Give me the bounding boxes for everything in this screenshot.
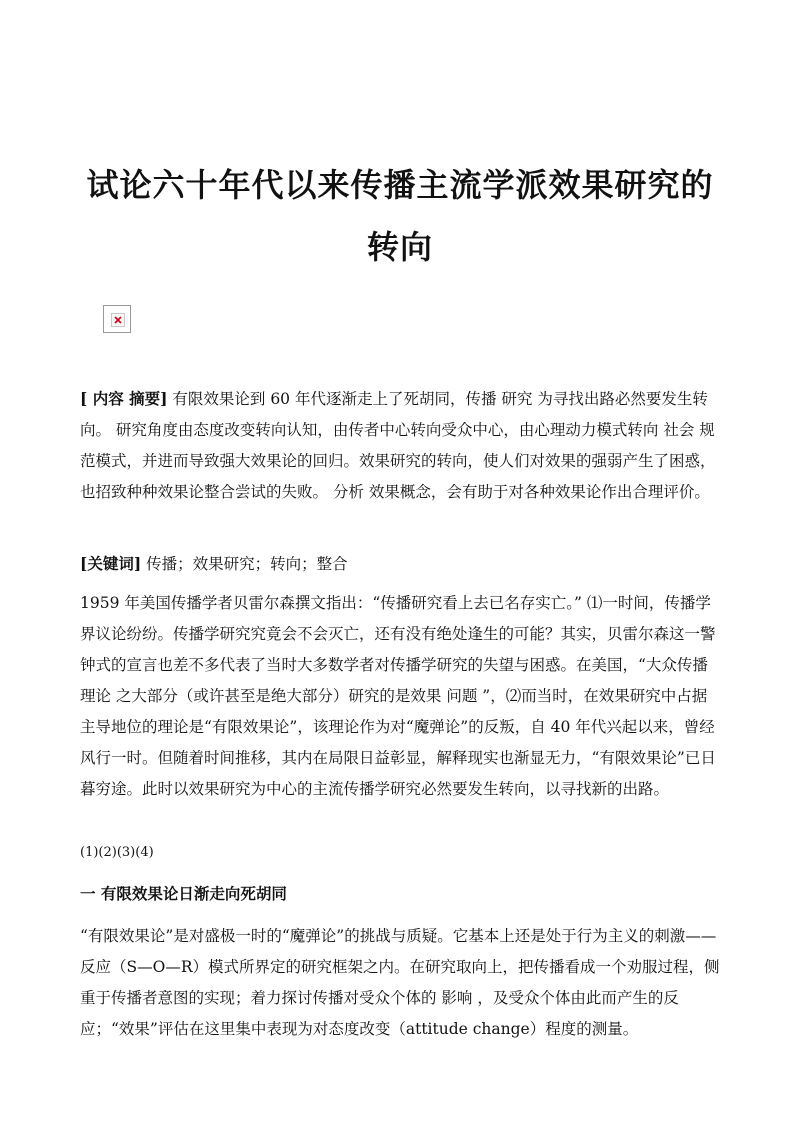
broken-image-icon	[103, 305, 131, 333]
footnote-references: (1)(2)(3)(4)	[80, 845, 154, 860]
keywords-text: 传播；效果研究；转向；整合	[141, 555, 348, 573]
abstract-paragraph	[80, 383, 720, 508]
keywords-paragraph	[80, 548, 720, 580]
body-paragraph-1: 1959 年美国传播学者贝雷尔森撰文指出：“传播研究看上去已名存实亡。” ⑴一时间，传播学界议论纷纷。传播学研究究竟会不会灭亡，还有没有绝处逢生的可能？其实，贝雷尔森这一警钟式的宣言也差不多代表了当时大多数学者对传播学研究的失望与困惑。在美国，“大众传播 理论 之大部分（或许甚至是绝大部分）研究的是效果 问题 ”，⑵而当时，在效果研究中占据主导地位的理论是“有限效果论”，该理论作为对“魔弹论”的反叛，自 40 年代兴起以来，曾经风行一时。但随着时间推移，其内在局限日益彰显，解释现实也渐显无力，“有限效果论”已日暮穷途。此时以效果研究为中心的主流传播学研究必然要发生转向，以寻找新的出路。	[80, 594, 716, 798]
abstract-text: 有限效果论到 60 年代逐渐走上了死胡同，传播 研究 为寻找出路必然要发生转向。 研究角度由态度改变转向认知，由传者中心转向受众中心，由心理动力模式转向 社会 规范模式，并进而导致强大效果论的回归。效果研究的转向，使人们对效果的强弱产生了困惑，也招致种种效果论整合尝试的失败。 分析 效果概念，会有助于对各种效果论作出合理评价。	[80, 390, 716, 501]
section-heading-1: 一 有限效果论日渐走向死胡同	[80, 884, 287, 903]
red-x-icon	[114, 316, 122, 324]
keywords-label: [关键词]	[80, 554, 142, 573]
document-title-line-2: 转向	[366, 228, 433, 266]
abstract-label: [ 内容 摘要]	[80, 389, 168, 408]
document-title-line-1: 试论六十年代以来传播主流学派效果研究的	[86, 166, 714, 204]
body-paragraph-2: “有限效果论”是对盛极一时的“魔弹论”的挑战与质疑。它基本上还是处于行为主义的刺激——反应（S—O—R）模式所界定的研究框架之内。在研究取向上，把传播看成一个劝服过程，侧重于传播者意图的实现；着力探讨传播对受众个体的 影响 ，及受众个体由此而产生的反应；“效果”评估在这里集中表现为对态度改变（attitude change）程度的测量。	[80, 927, 720, 1038]
broken-image-frame	[111, 313, 125, 327]
